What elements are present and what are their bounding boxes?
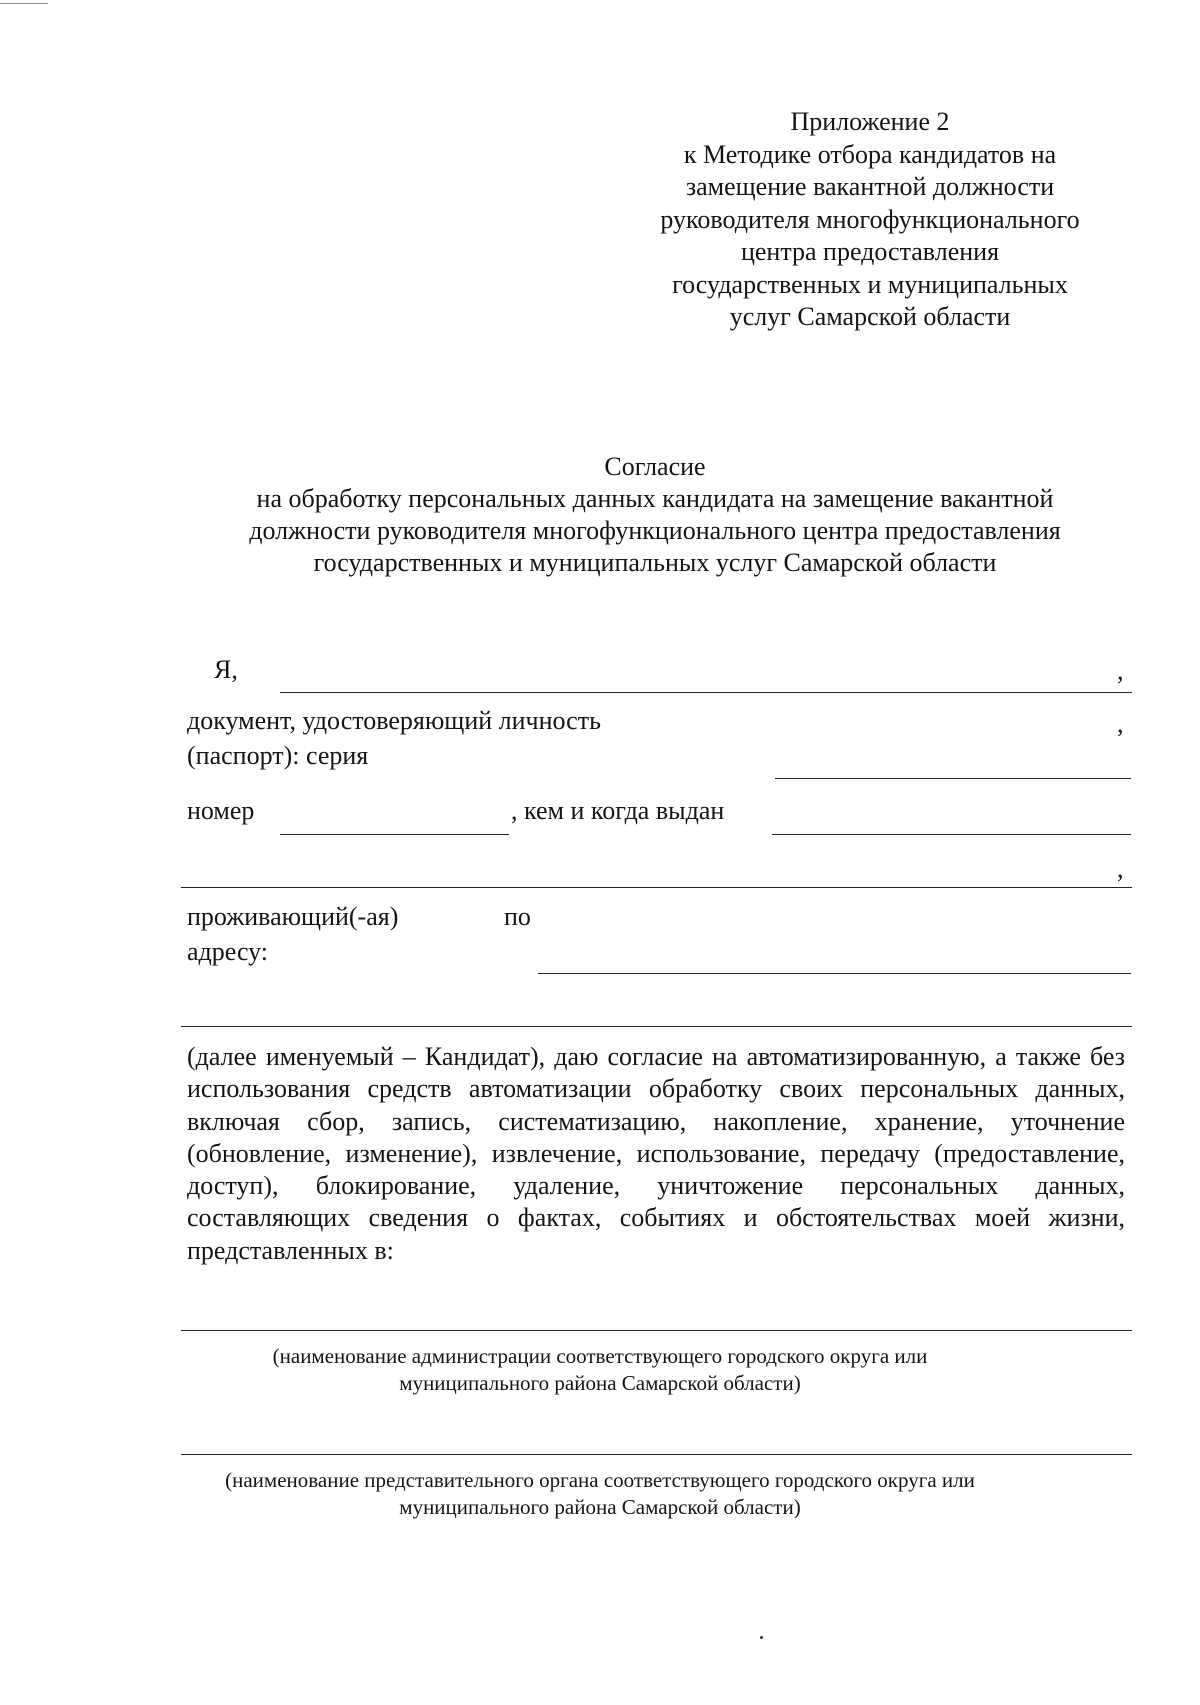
appendix-line: центра предоставления bbox=[740, 237, 1000, 266]
appendix-line: замещение вакантной должности bbox=[685, 172, 1055, 201]
document-label: документ, удостоверяющий личность bbox=[187, 706, 601, 735]
passport-series-label: (паспорт): серия bbox=[187, 741, 369, 770]
scan-speck bbox=[760, 1636, 763, 1639]
issued-label: , кем и когда выдан bbox=[511, 796, 725, 825]
address-label: адресу: bbox=[187, 937, 269, 966]
appendix-line: руководителя многофункционального bbox=[660, 204, 1080, 234]
consent-subtitle-line: на обработку персональных данных кандидата на замещение вакантной bbox=[256, 484, 1054, 513]
residing-label: проживающий(-ая) bbox=[187, 902, 399, 931]
caption-line: муниципального района Самарской области) bbox=[399, 1495, 801, 1519]
caption-line: (наименование администрации соответствующего городского округа или bbox=[272, 1344, 928, 1368]
comma: , bbox=[1117, 709, 1124, 738]
scan-edge-mark bbox=[0, 3, 48, 4]
appendix-line: услуг Самарской области bbox=[729, 302, 1011, 331]
representative-caption bbox=[0, 1467, 1200, 1521]
administration-name-line[interactable] bbox=[181, 1330, 1132, 1331]
issued-by-line[interactable] bbox=[772, 834, 1131, 835]
number-label: номер bbox=[187, 796, 255, 825]
consent-title bbox=[160, 451, 1150, 579]
address-line[interactable] bbox=[538, 973, 1131, 974]
comma: , bbox=[1117, 854, 1124, 883]
full-name-line[interactable] bbox=[280, 692, 1132, 693]
caption-line: (наименование представительного органа соответствующего городского округа или bbox=[225, 1468, 975, 1492]
appendix-line: к Методике отбора кандидатов на bbox=[683, 139, 1057, 169]
address-continuation-line[interactable] bbox=[181, 1026, 1132, 1027]
passport-number-line[interactable] bbox=[280, 834, 509, 835]
appendix-header bbox=[640, 106, 1100, 334]
i-label: Я, bbox=[214, 655, 238, 684]
consent-heading: Согласие bbox=[604, 452, 706, 481]
by-label: по bbox=[504, 902, 531, 931]
passport-series-line[interactable] bbox=[775, 778, 1131, 779]
administration-caption bbox=[0, 1343, 1200, 1397]
consent-body-paragraph: (далее именуемый – Кандидат), даю согласие на автоматизированную, а также без использования средств автоматизации обработку своих персональных данных, включая сбор, запись, систематизацию, накопление, хранение, уточнение (обновление, изменение), извлечение, использование, передачу (предоставление, доступ), блокирование, удаление, уничтожение персональных данных, составляющих сведения о фактах, событиях и обстоятельствах моей жизни, представленных в: bbox=[187, 1042, 1125, 1265]
appendix-line: государственных и муниципальных bbox=[672, 269, 1068, 299]
caption-line: муниципального района Самарской области) bbox=[399, 1371, 801, 1395]
comma: , bbox=[1117, 656, 1124, 685]
representative-body-name-line[interactable] bbox=[181, 1454, 1132, 1455]
appendix-line: Приложение 2 bbox=[790, 107, 950, 136]
consent-subtitle-line: должности руководителя многофункционального центра предоставления bbox=[249, 516, 1061, 545]
consent-subtitle-line: государственных и муниципальных услуг Самарской области bbox=[313, 548, 997, 577]
issued-continuation-line[interactable] bbox=[181, 887, 1132, 888]
